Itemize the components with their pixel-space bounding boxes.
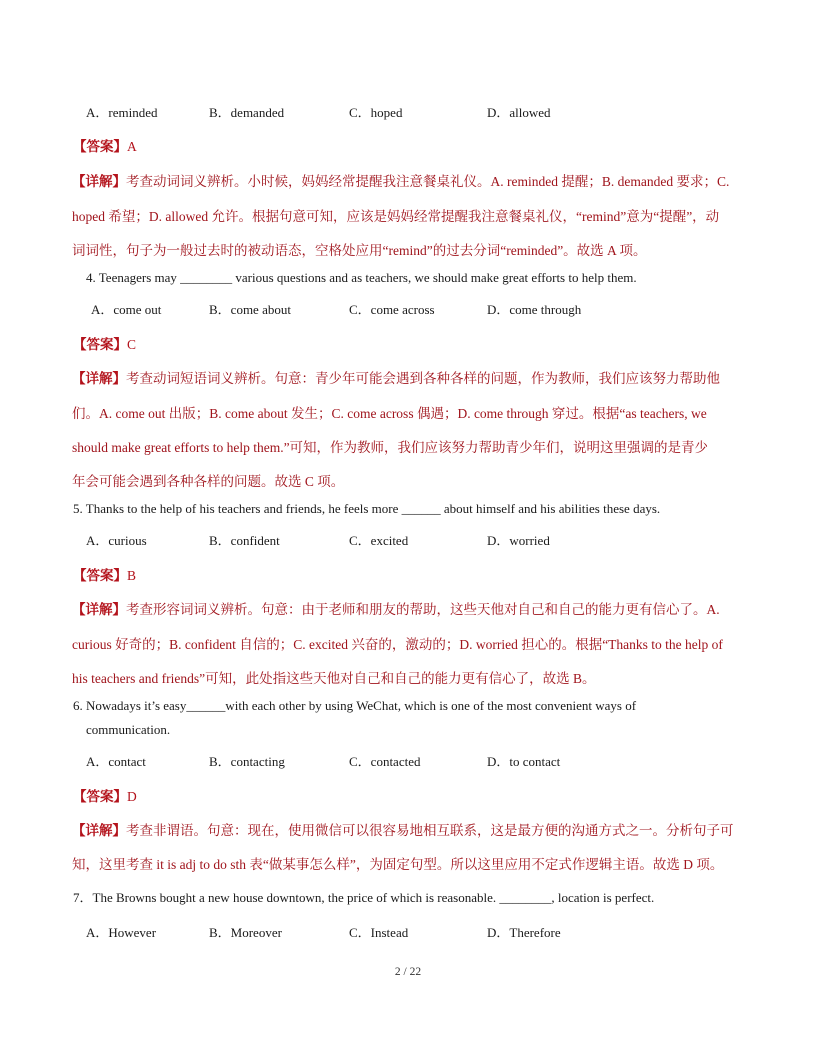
q4-answer	[73, 333, 136, 353]
q6-detail-line-2: 知，这里考查 it is adj to do sth 表“做某事怎么样”，为固定句型。所以这里应用不定式作逻辑主语。故选 D 项。	[72, 857, 724, 872]
answer-value: D	[127, 789, 137, 804]
q7-option-d: D．Therefore	[487, 925, 561, 940]
q5-detail-line-2: curious 好奇的；B. confident 自信的；C. excited 兴奋的，激动的；D. worried 担心的。根据“Thanks to the help of	[72, 637, 723, 652]
q4-option-c: C．come across	[349, 302, 435, 317]
q7-stem: 7．The Browns bought a new house downtown, the price of which is reasonable. ________, location is perfect.	[73, 890, 655, 905]
answer-value: A	[127, 139, 137, 154]
q3-option-d: D．allowed	[487, 105, 551, 120]
answer-tag: 【答案】	[73, 337, 127, 352]
q6-option-b: B．contacting	[209, 754, 285, 769]
detail-text: 考查动词短语词义辨析。句意：青少年可能会遇到各种各样的问题，作为教师，我们应该努力帮助他	[126, 371, 720, 386]
q3-option-a: A．reminded	[86, 105, 158, 120]
q6-stem-line-1: 6. Nowadays it’s easy______with each other by using WeChat, which is one of the most convenient ways of	[73, 698, 637, 713]
q3-answer	[73, 135, 137, 155]
q6-option-a: A．contact	[86, 754, 146, 769]
detail-text: 考查动词词义辨析。小时候，妈妈经常提醒我注意餐桌礼仪。A. reminded 提醒；B. demanded 要求；C.	[126, 174, 730, 189]
detail-tag: 【详解】	[72, 174, 126, 189]
q3-detail-line-3: 词词性，句子为一般过去时的被动语态，空格处应用“remind”的过去分词“reminded”。故选 A 项。	[72, 243, 647, 258]
q6-stem-line-2: communication.	[86, 722, 171, 737]
q5-option-d: D．worried	[487, 533, 550, 548]
detail-tag: 【详解】	[72, 823, 126, 838]
q4-detail-line-2: 们。A. come out 出版；B. come about 发生；C. come across 偶遇；D. come through 穿过。根据“as teachers, we	[72, 406, 707, 421]
q4-detail-line-1	[72, 367, 752, 387]
answer-tag: 【答案】	[73, 789, 127, 804]
q4-option-b: B．come about	[209, 302, 291, 317]
detail-text: 考查形容词词义辨析。句意：由于老师和朋友的帮助，这些天他对自己和自己的能力更有信心了。A.	[126, 602, 720, 617]
q7-option-b: B．Moreover	[209, 925, 282, 940]
q4-stem: 4. Teenagers may ________ various questions and as teachers, we should make great efforts to help them.	[86, 270, 637, 285]
q6-option-d: D．to contact	[487, 754, 561, 769]
q4-option-d: D．come through	[487, 302, 582, 317]
q6-answer	[73, 785, 137, 805]
q3-option-b: B．demanded	[209, 105, 285, 120]
q5-option-b: B．confident	[209, 533, 280, 548]
page-number: 2 / 22	[394, 966, 422, 978]
q5-option-a: A．curious	[86, 533, 147, 548]
q5-option-c: C．excited	[349, 533, 409, 548]
q5-detail-line-1	[72, 598, 752, 618]
answer-value: C	[127, 337, 137, 352]
answer-tag: 【答案】	[73, 139, 127, 154]
q5-answer	[73, 564, 136, 584]
q5-detail-line-3: his teachers and friends”可知，此处指这些天他对自己和自己的能力更有信心了，故选 B。	[72, 671, 596, 686]
detail-tag: 【详解】	[72, 371, 126, 386]
q7-option-a: A．However	[86, 925, 157, 940]
detail-tag: 【详解】	[72, 602, 126, 617]
q6-detail-line-1	[72, 819, 752, 839]
answer-value: B	[127, 568, 137, 583]
q6-option-c: C．contacted	[349, 754, 421, 769]
q3-detail-line-1	[72, 170, 752, 190]
answer-tag: 【答案】	[73, 568, 127, 583]
q7-option-c: C．Instead	[349, 925, 409, 940]
q4-option-a: A．come out	[91, 302, 162, 317]
q5-stem: 5. Thanks to the help of his teachers and friends, he feels more ______ about himself and his abilities these days.	[73, 501, 661, 516]
q4-detail-line-4: 年会可能会遇到各种各样的问题。故选 C 项。	[72, 474, 345, 489]
q4-detail-line-3: should make great efforts to help them.”可知，作为教师，我们应该努力帮助青少年们，说明这里强调的是青少	[72, 440, 709, 455]
detail-text: 考查非谓语。句意：现在，使用微信可以很容易地相互联系，这是最方便的沟通方式之一。分析句子可	[126, 823, 734, 838]
q3-option-c: C．hoped	[349, 105, 403, 120]
q3-detail-line-2: hoped 希望；D. allowed 允许。根据句意可知，应该是妈妈经常提醒我注意餐桌礼仪，“remind”意为“提醒”，动	[72, 209, 720, 224]
